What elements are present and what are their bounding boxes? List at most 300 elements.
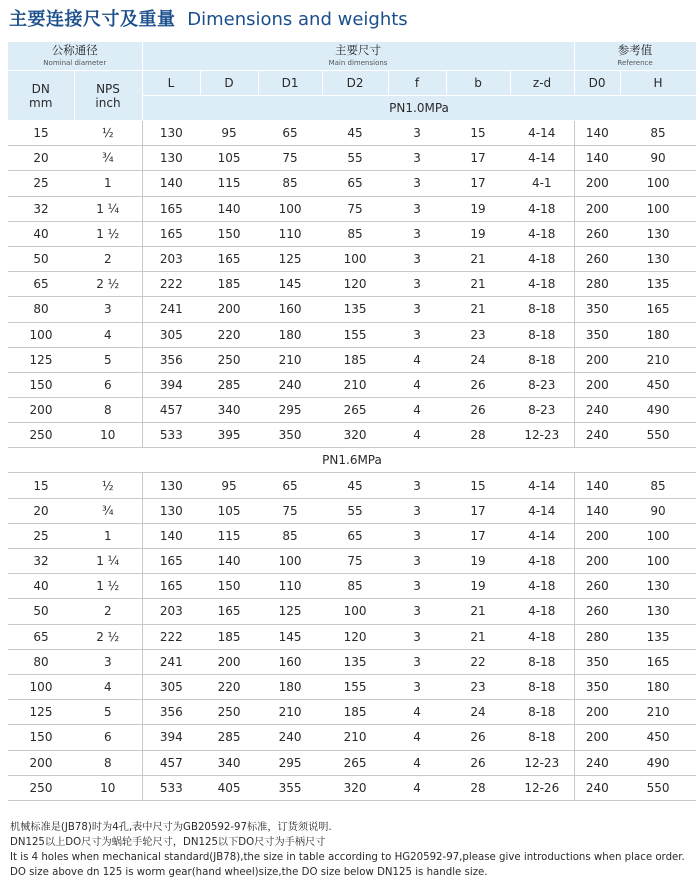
table-cell: 55 — [322, 146, 388, 171]
col-d-header: D — [200, 71, 258, 96]
table-cell: 210 — [322, 372, 388, 397]
col-nps-header — [74, 71, 142, 121]
table-cell: 21 — [446, 599, 510, 624]
table-cell: 265 — [322, 750, 388, 775]
table-cell: 105 — [200, 146, 258, 171]
table-cell: 340 — [200, 750, 258, 775]
table-cell: 19 — [446, 221, 510, 246]
table-cell: 90 — [620, 146, 696, 171]
table-cell: 3 — [388, 599, 446, 624]
table-row — [8, 146, 696, 171]
table-cell: 220 — [200, 674, 258, 699]
table-cell: 130 — [620, 221, 696, 246]
table-cell: 8-18 — [510, 347, 574, 372]
col-d1-header: D1 — [258, 71, 322, 96]
table-cell: 135 — [322, 649, 388, 674]
table-cell: 160 — [258, 649, 322, 674]
table-cell: 90 — [620, 498, 696, 523]
table-cell: 203 — [142, 599, 200, 624]
table-cell: 155 — [322, 322, 388, 347]
table-cell: 3 — [388, 272, 446, 297]
table-cell: 185 — [200, 624, 258, 649]
group-main-dimensions — [142, 42, 574, 71]
table-cell: 356 — [142, 700, 200, 725]
table-cell: 2 ½ — [74, 272, 142, 297]
table-cell: 140 — [574, 146, 620, 171]
table-cell: 125 — [8, 347, 74, 372]
table-cell: 5 — [74, 347, 142, 372]
table-cell: 165 — [200, 599, 258, 624]
table-cell: 145 — [258, 272, 322, 297]
table-cell: 200 — [574, 725, 620, 750]
table-cell: 100 — [8, 674, 74, 699]
table-cell: 450 — [620, 372, 696, 397]
table-cell: 200 — [574, 523, 620, 548]
table-cell: 320 — [322, 423, 388, 448]
table-cell: 55 — [322, 498, 388, 523]
table-cell: 3 — [388, 549, 446, 574]
table-cell: 533 — [142, 775, 200, 800]
table-cell: 3 — [388, 246, 446, 271]
notes — [10, 820, 696, 880]
table-cell: 80 — [8, 297, 74, 322]
table-cell: 222 — [142, 624, 200, 649]
table-cell: ½ — [74, 473, 142, 498]
table-cell: 3 — [388, 196, 446, 221]
table-cell: 8 — [74, 750, 142, 775]
table-cell: 4-14 — [510, 473, 574, 498]
table-cell: 12-26 — [510, 775, 574, 800]
table-cell: 8-23 — [510, 398, 574, 423]
table-cell: 23 — [446, 674, 510, 699]
table-cell: 240 — [258, 725, 322, 750]
table-cell: 150 — [200, 221, 258, 246]
table-cell: 3 — [388, 121, 446, 146]
table-cell: 17 — [446, 523, 510, 548]
group-nominal-diameter — [8, 42, 142, 71]
note-line: DO size above dn 125 is worm gear(hand wheel)size,the DO size below DN125 is handle size. — [10, 867, 488, 878]
table-cell: 4 — [74, 322, 142, 347]
table-cell: 3 — [388, 473, 446, 498]
table-cell: 135 — [620, 624, 696, 649]
section-label-pn16: PN1.6MPa — [8, 448, 696, 473]
table-cell: 100 — [258, 196, 322, 221]
table-cell: 3 — [388, 498, 446, 523]
table-cell: 15 — [8, 121, 74, 146]
table-cell: 100 — [322, 599, 388, 624]
table-cell: 200 — [200, 297, 258, 322]
table-cell: 2 — [74, 599, 142, 624]
table-cell: 3 — [388, 322, 446, 347]
table-cell: 50 — [8, 599, 74, 624]
table-cell: 260 — [574, 574, 620, 599]
table-cell: 150 — [8, 725, 74, 750]
col-zd-header: z-d — [510, 71, 574, 96]
table-cell: 185 — [322, 700, 388, 725]
table-cell: 65 — [8, 272, 74, 297]
table-cell: 1 ¼ — [74, 549, 142, 574]
table-cell: 130 — [142, 498, 200, 523]
note-line: It is 4 holes when mechanical standard(JB78),the size in table according to HG20592-97,please give introductions when place order. — [10, 852, 685, 863]
table-cell: 15 — [8, 473, 74, 498]
table-row — [8, 171, 696, 196]
table-cell: 115 — [200, 523, 258, 548]
col-dn-unit: mm — [29, 95, 53, 110]
table-cell: 150 — [200, 574, 258, 599]
table-cell: 2 — [74, 246, 142, 271]
table-cell: 8-23 — [510, 372, 574, 397]
table-row — [8, 322, 696, 347]
table-cell: 26 — [446, 750, 510, 775]
table-cell: 450 — [620, 725, 696, 750]
table-cell: 240 — [258, 372, 322, 397]
group-reference — [574, 42, 696, 71]
table-cell: 350 — [258, 423, 322, 448]
table-cell: 22 — [446, 649, 510, 674]
table-cell: 250 — [200, 347, 258, 372]
table-cell: 260 — [574, 221, 620, 246]
table-cell: 533 — [142, 423, 200, 448]
table-cell: 26 — [446, 398, 510, 423]
table-cell: 85 — [258, 523, 322, 548]
table-row — [8, 347, 696, 372]
table-cell: 4-18 — [510, 246, 574, 271]
table-row — [8, 574, 696, 599]
table-row — [8, 246, 696, 271]
table-cell: 25 — [8, 171, 74, 196]
table-cell: 5 — [74, 700, 142, 725]
table-cell: 180 — [620, 674, 696, 699]
table-cell: 4-14 — [510, 523, 574, 548]
note-line: DN125以上DO尺寸为蜗轮手轮尺寸，DN125以下DO尺寸为手柄尺寸 — [10, 837, 326, 848]
table-row — [8, 549, 696, 574]
table-cell: 100 — [620, 523, 696, 548]
table-row — [8, 372, 696, 397]
table-cell: 210 — [620, 347, 696, 372]
table-cell: 550 — [620, 775, 696, 800]
table-cell: 240 — [574, 398, 620, 423]
table-cell: 4 — [74, 674, 142, 699]
table-row — [8, 498, 696, 523]
table-cell: 17 — [446, 498, 510, 523]
section-label-row — [8, 448, 696, 473]
table-cell: 250 — [8, 423, 74, 448]
table-cell: 8-18 — [510, 649, 574, 674]
table-cell: 125 — [8, 700, 74, 725]
table-cell: 490 — [620, 750, 696, 775]
table-cell: 85 — [620, 121, 696, 146]
table-cell: 1 ½ — [74, 221, 142, 246]
table-cell: 95 — [200, 473, 258, 498]
table-cell: 140 — [142, 171, 200, 196]
table-cell: 200 — [574, 372, 620, 397]
table-cell: 4-14 — [510, 498, 574, 523]
table-cell: 295 — [258, 398, 322, 423]
col-b-header: b — [446, 71, 510, 96]
table-cell: 3 — [388, 221, 446, 246]
table-cell: 394 — [142, 725, 200, 750]
table-cell: 12-23 — [510, 423, 574, 448]
group-nominal-zh: 公称通径 — [51, 42, 98, 57]
table-cell: 20 — [8, 146, 74, 171]
table-cell: 20 — [8, 498, 74, 523]
table-cell: 457 — [142, 398, 200, 423]
table-cell: 4 — [388, 750, 446, 775]
table-cell: 4 — [388, 423, 446, 448]
table-cell: 210 — [322, 725, 388, 750]
col-d2-header: D2 — [322, 71, 388, 96]
table-row — [8, 121, 696, 146]
table-cell: 350 — [574, 297, 620, 322]
table-cell: 260 — [574, 246, 620, 271]
table-cell: 120 — [322, 272, 388, 297]
table-row — [8, 196, 696, 221]
table-cell: 130 — [142, 146, 200, 171]
table-row — [8, 674, 696, 699]
table-cell: 3 — [388, 523, 446, 548]
table-row — [8, 297, 696, 322]
table-row — [8, 398, 696, 423]
group-main-zh: 主要尺寸 — [335, 42, 382, 57]
table-cell: 200 — [574, 171, 620, 196]
section-pn10-body — [8, 121, 696, 448]
table-cell: 85 — [258, 171, 322, 196]
table-cell: 355 — [258, 775, 322, 800]
table-cell: 65 — [258, 121, 322, 146]
table-cell: ½ — [74, 121, 142, 146]
table-cell: 100 — [620, 171, 696, 196]
table-cell: 340 — [200, 398, 258, 423]
table-cell: 130 — [142, 473, 200, 498]
table-cell: 4-14 — [510, 121, 574, 146]
table-cell: 65 — [322, 171, 388, 196]
table-cell: 12-23 — [510, 750, 574, 775]
table-cell: 265 — [322, 398, 388, 423]
table-cell: 135 — [620, 272, 696, 297]
table-cell: 185 — [200, 272, 258, 297]
table-cell: 100 — [620, 549, 696, 574]
table-cell: 140 — [574, 473, 620, 498]
table-cell: 125 — [258, 246, 322, 271]
col-nps-unit: inch — [95, 95, 121, 110]
table-cell: 550 — [620, 423, 696, 448]
table-cell: 1 — [74, 171, 142, 196]
table-cell: 3 — [388, 574, 446, 599]
table-cell: 240 — [574, 423, 620, 448]
table-cell: 4 — [388, 775, 446, 800]
table-cell: 85 — [322, 574, 388, 599]
table-row — [8, 272, 696, 297]
col-l-header: L — [142, 71, 200, 96]
table-cell: 350 — [574, 674, 620, 699]
table-cell: 130 — [620, 599, 696, 624]
table-cell: 200 — [8, 398, 74, 423]
table-cell: 75 — [258, 146, 322, 171]
table-cell: 140 — [200, 196, 258, 221]
table-cell: 3 — [388, 146, 446, 171]
section-label-pn10: PN1.0MPa — [142, 96, 696, 121]
table-cell: 24 — [446, 700, 510, 725]
table-cell: 19 — [446, 549, 510, 574]
table-cell: 240 — [574, 750, 620, 775]
table-cell: 220 — [200, 322, 258, 347]
table-cell: 240 — [574, 775, 620, 800]
table-cell: 305 — [142, 322, 200, 347]
table-cell: 4-1 — [510, 171, 574, 196]
table-cell: 4-18 — [510, 221, 574, 246]
dimensions-table — [8, 42, 697, 801]
table-cell: 115 — [200, 171, 258, 196]
table-cell: 4-18 — [510, 624, 574, 649]
table-cell: 222 — [142, 272, 200, 297]
table-cell: 210 — [258, 700, 322, 725]
table-cell: 180 — [620, 322, 696, 347]
table-cell: 65 — [322, 523, 388, 548]
table-cell: 140 — [200, 549, 258, 574]
table-cell: 120 — [322, 624, 388, 649]
table-cell: 3 — [388, 297, 446, 322]
page-title-en: Dimensions and weights — [187, 9, 408, 30]
group-reference-en: Reference — [617, 58, 653, 67]
section-pn16-head — [8, 448, 696, 473]
table-cell: 185 — [322, 347, 388, 372]
table-cell: 180 — [258, 674, 322, 699]
table-cell: 75 — [322, 549, 388, 574]
table-cell: 320 — [322, 775, 388, 800]
table-cell: 25 — [8, 523, 74, 548]
table-cell: 203 — [142, 246, 200, 271]
table-cell: 241 — [142, 649, 200, 674]
table-cell: 40 — [8, 574, 74, 599]
group-reference-zh: 参考值 — [617, 42, 653, 57]
table-cell: 110 — [258, 574, 322, 599]
table-cell: 457 — [142, 750, 200, 775]
table-cell: 165 — [620, 297, 696, 322]
table-cell: 180 — [258, 322, 322, 347]
table-cell: 285 — [200, 372, 258, 397]
table-cell: 32 — [8, 196, 74, 221]
table-cell: 140 — [574, 498, 620, 523]
table-cell: 50 — [8, 246, 74, 271]
table-cell: 28 — [446, 423, 510, 448]
table-cell: 110 — [258, 221, 322, 246]
table-row — [8, 473, 696, 498]
table-cell: 19 — [446, 196, 510, 221]
table-cell: 394 — [142, 372, 200, 397]
table-row — [8, 750, 696, 775]
table-cell: 130 — [620, 246, 696, 271]
table-cell: 28 — [446, 775, 510, 800]
table-cell: 356 — [142, 347, 200, 372]
table-cell: 105 — [200, 498, 258, 523]
table-cell: 95 — [200, 121, 258, 146]
table-cell: 45 — [322, 121, 388, 146]
table-cell: 8-18 — [510, 322, 574, 347]
group-main-en: Main dimensions — [328, 58, 388, 67]
col-d0-header: D0 — [574, 71, 620, 96]
table-cell: 15 — [446, 473, 510, 498]
table-cell: 8-18 — [510, 297, 574, 322]
table-cell: 150 — [8, 372, 74, 397]
table-cell: 130 — [620, 574, 696, 599]
table-cell: 250 — [200, 700, 258, 725]
table-cell: 3 — [388, 649, 446, 674]
table-cell: 26 — [446, 372, 510, 397]
table-cell: 165 — [142, 549, 200, 574]
table-row — [8, 423, 696, 448]
table-cell: 200 — [574, 196, 620, 221]
table-cell: 85 — [322, 221, 388, 246]
table-cell: 4-18 — [510, 549, 574, 574]
table-cell: 40 — [8, 221, 74, 246]
table-cell: 21 — [446, 624, 510, 649]
table-cell: 210 — [620, 700, 696, 725]
table-cell: 4-18 — [510, 574, 574, 599]
table-cell: 100 — [620, 196, 696, 221]
table-cell: 21 — [446, 272, 510, 297]
table-cell: 15 — [446, 121, 510, 146]
table-cell: 350 — [574, 322, 620, 347]
table-cell: 8 — [74, 398, 142, 423]
table-cell: 155 — [322, 674, 388, 699]
table-head — [8, 42, 696, 121]
table-cell: 490 — [620, 398, 696, 423]
table-cell: 3 — [388, 624, 446, 649]
table-cell: 75 — [322, 196, 388, 221]
table-cell: 200 — [200, 649, 258, 674]
table-cell: 260 — [574, 599, 620, 624]
table-cell: 350 — [574, 649, 620, 674]
table-cell: 19 — [446, 574, 510, 599]
table-cell: 4-14 — [510, 146, 574, 171]
table-row — [8, 775, 696, 800]
table-cell: 24 — [446, 347, 510, 372]
table-cell: 65 — [258, 473, 322, 498]
table-cell: 4 — [388, 700, 446, 725]
group-header-row — [8, 42, 696, 71]
table-cell: 3 — [388, 674, 446, 699]
table-cell: 4-18 — [510, 196, 574, 221]
table-cell: 250 — [8, 775, 74, 800]
table-row — [8, 649, 696, 674]
table-cell: 26 — [446, 725, 510, 750]
table-cell: 100 — [8, 322, 74, 347]
table-cell: 4-18 — [510, 599, 574, 624]
table-cell: 4 — [388, 372, 446, 397]
table-cell: 21 — [446, 297, 510, 322]
table-row — [8, 624, 696, 649]
table-cell: 75 — [258, 498, 322, 523]
column-header-row — [8, 71, 696, 96]
table-cell: 305 — [142, 674, 200, 699]
table-cell: 1 — [74, 523, 142, 548]
table-cell: ¾ — [74, 146, 142, 171]
table-cell: 8-18 — [510, 700, 574, 725]
table-cell: 21 — [446, 246, 510, 271]
table-cell: ¾ — [74, 498, 142, 523]
table-cell: 4 — [388, 725, 446, 750]
table-cell: 165 — [620, 649, 696, 674]
table-cell: 32 — [8, 549, 74, 574]
table-cell: 6 — [74, 372, 142, 397]
table-cell: 165 — [142, 221, 200, 246]
table-cell: 1 ¼ — [74, 196, 142, 221]
table-cell: 140 — [142, 523, 200, 548]
table-cell: 4 — [388, 398, 446, 423]
table-cell: 10 — [74, 423, 142, 448]
table-cell: 3 — [74, 649, 142, 674]
table-cell: 165 — [142, 196, 200, 221]
